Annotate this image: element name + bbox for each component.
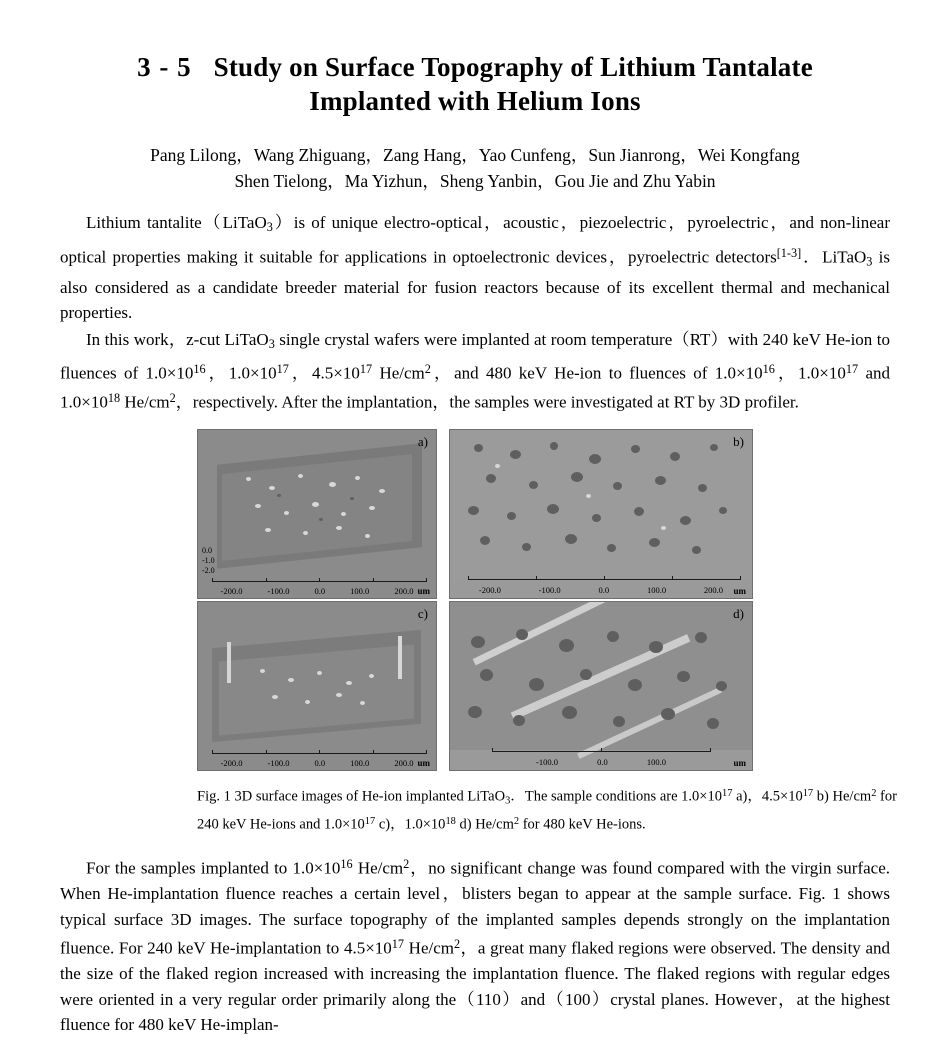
p2-seg-a: In this work，z-cut LiTaO [86,329,269,349]
cap-sup-1: 17 [721,788,733,800]
panel-d-unit: um [733,758,746,769]
panel-a-tick-2: 0.0 [314,586,326,597]
panel-c-unit: um [417,758,430,769]
cap-seg-b: ．The sample conditions are 1.0×10 [510,788,722,805]
p2-seg-g: ，1.0×10 [774,363,846,383]
p1-seg-a: Lithium tantalite（LiTaO [86,213,267,232]
panel-a-z-axis [202,546,215,576]
p2-sup-7: 18 [107,391,121,406]
panel-b-tick-1: -100.0 [538,585,561,596]
p2-seg-e: He/cm [372,363,425,383]
cap-seg-f: c)，1.0×10 [375,817,446,834]
panel-c-label: c) [417,606,428,622]
p2-seg-b: single crystal wafers were implanted at room temperature（RT）with 240 keV He-ion to fluences of 1.0×10 [60,329,890,383]
cap-seg-a: Fig. 1 3D surface images of He-ion implanted LiTaO [197,788,506,805]
cap-seg-c: a)，4.5×10 [732,788,803,805]
p2-seg-i: He/cm [120,392,170,412]
p3-sup-3: 17 [391,937,405,952]
author-list [60,142,890,194]
p2-sup-5: 16 [762,362,775,377]
p2-sup-3: 17 [359,362,373,377]
body-paragraphs [60,210,890,415]
panel-c-tick-0: -200.0 [220,758,243,769]
p2-seg-f: ，and 480 keV He-ion to fluences of 1.0×10 [430,363,763,383]
p2-seg-h: and 1.0×10 [60,363,890,412]
p3-seg-c: ，no significant change was found compared with the virgin surface. When He-implantation fluence reaches a certain level，blisters began to appear at the sample surface. Fig. 1 shows typical surface 3D images. The surface topography of the implanted samples depends strongly on the implantation fluence. For 240 keV He-implantation to 4.5×10 [60,858,890,958]
p2-sub-1: 3 [268,336,275,351]
p1-seg-d: is also considered as a candidate breeder material for fusion reactors because of its excellent thermal and mechanical properties. [60,247,890,323]
author-line-2: Shen Tielong，Ma Yizhun，Sheng Yanbin，Gou Jie and Zhu Yabin [234,171,716,191]
panel-d-axis-labels [450,757,752,767]
panel-d-label: d) [733,606,744,622]
panel-a-tickrow [212,581,426,582]
panel-b-tick-3: 100.0 [646,585,667,596]
panel-b-tick-0: -200.0 [478,585,501,596]
p2-seg-d: ，4.5×10 [288,363,360,383]
title-line-1 [60,50,890,84]
paragraph-2 [60,327,890,416]
figure-panel-grid [197,429,753,771]
p1-sub-2: 3 [866,254,873,269]
panel-b-label: b) [733,434,744,450]
paper-page [0,50,950,1044]
figure-panel-c [197,601,437,771]
cap-sup-4: 17 [364,816,376,828]
cap-seg-h: for 480 keV He-ions. [519,817,646,834]
p2-sup-8: 2 [169,391,176,406]
p2-sup-4: 2 [424,362,431,377]
cap-sub-1: 3 [505,795,511,807]
p2-seg-j: ，respectively. After the implantation，the samples were investigated at RT by 3D profiler. [175,392,799,412]
panel-a-tick-4: 200.0 [394,586,414,597]
panel-c-tickrow [212,753,426,754]
panel-a-label: a) [417,434,428,450]
cap-sup-6: 2 [513,816,520,828]
panel-c-tick-4: 200.0 [394,758,414,769]
p1-seg-c: ．LiTaO [801,247,867,267]
panel-a-z-2: -2.0 [202,566,215,576]
panel-b-tick-4: 200.0 [703,585,724,596]
figure-panel-d [449,601,753,771]
p3-sup-4: 2 [453,937,461,952]
p2-sup-6: 17 [845,362,859,377]
panel-c-tick-1: -100.0 [267,758,290,769]
title-line-2: Implanted with Helium Ions [309,86,641,116]
panel-b-unit: um [733,586,746,597]
panel-c-tick-2: 0.0 [314,758,326,769]
page-title [60,50,890,118]
cap-seg-g: d) He/cm [455,817,514,834]
paragraph-1 [60,210,890,326]
p1-sub-1: 3 [266,220,273,235]
p3-seg-d: He/cm [404,938,454,958]
panel-a-tick-3: 100.0 [350,586,370,597]
cap-sup-2: 17 [802,788,814,800]
p1-ref-1: [1-3] [776,245,802,260]
p3-seg-e: ，a great many flaked regions were observed. The density and the size of the flaked region increased with increasing the implantation fluence. The flaked regions with regular edges were oriented in a very regular order primarily along the（110）and（100）crystal planes. However，at the highest fluence for 480 keV He-implan- [60,938,890,1035]
panel-c-tick-3: 100.0 [350,758,370,769]
panel-a-axis-labels [198,586,436,596]
panel-d-tick-1: 0.0 [597,757,608,768]
panel-a-z-1: -1.0 [202,556,215,566]
paragraph-3 [60,852,890,1038]
p3-sup-2: 2 [403,857,410,872]
p3-seg-a: For the samples implanted to 1.0×10 [86,858,341,878]
p3-sup-1: 16 [340,857,353,872]
panel-a-tick-0: -200.0 [220,586,243,597]
cap-seg-e: for 240 keV He-ions and 1.0×10 [197,788,897,834]
closing-paragraph-block [60,852,890,1038]
panel-d-tickrow [492,751,709,752]
panel-b-tickrow [468,579,740,580]
p2-seg-c: ，1.0×10 [205,363,277,383]
panel-a-tick-1: -100.0 [267,586,290,597]
panel-b-axis-labels [450,585,752,595]
cap-sup-5: 18 [445,816,456,828]
p1-seg-b: ）is of unique electro-optical，acoustic，piezoelectric，pyroelectric，and non-linear optical properties making it suitable for applications in optoelectronic devices，pyroelectric detectors [60,213,890,267]
figure-panel-a [197,429,437,599]
panel-a-z-0: 0.0 [202,546,212,556]
article-number: 3 - 5 [137,52,192,82]
figure-caption [197,783,897,836]
title-text-1: Study on Surface Topography of Lithium Tantalate [213,52,813,82]
p2-sup-2: 17 [276,362,289,377]
figure-panel-b [449,429,753,599]
panel-b-tick-2: 0.0 [598,585,610,596]
p3-seg-b: He/cm [352,858,404,878]
panel-d-tick-0: -100.0 [536,757,558,768]
cap-seg-d: b) He/cm [813,788,872,805]
cap-sup-3: 2 [871,788,877,800]
figure-caption-text [197,783,897,836]
panel-c-axis-labels [198,758,436,768]
p2-sup-1: 16 [193,362,206,377]
panel-d-tick-2: 100.0 [646,757,666,768]
author-line-1: Pang Lilong，Wang Zhiguang，Zang Hang，Yao Cunfeng，Sun Jianrong，Wei Kongfang [150,145,800,165]
panel-a-unit: um [417,586,430,597]
